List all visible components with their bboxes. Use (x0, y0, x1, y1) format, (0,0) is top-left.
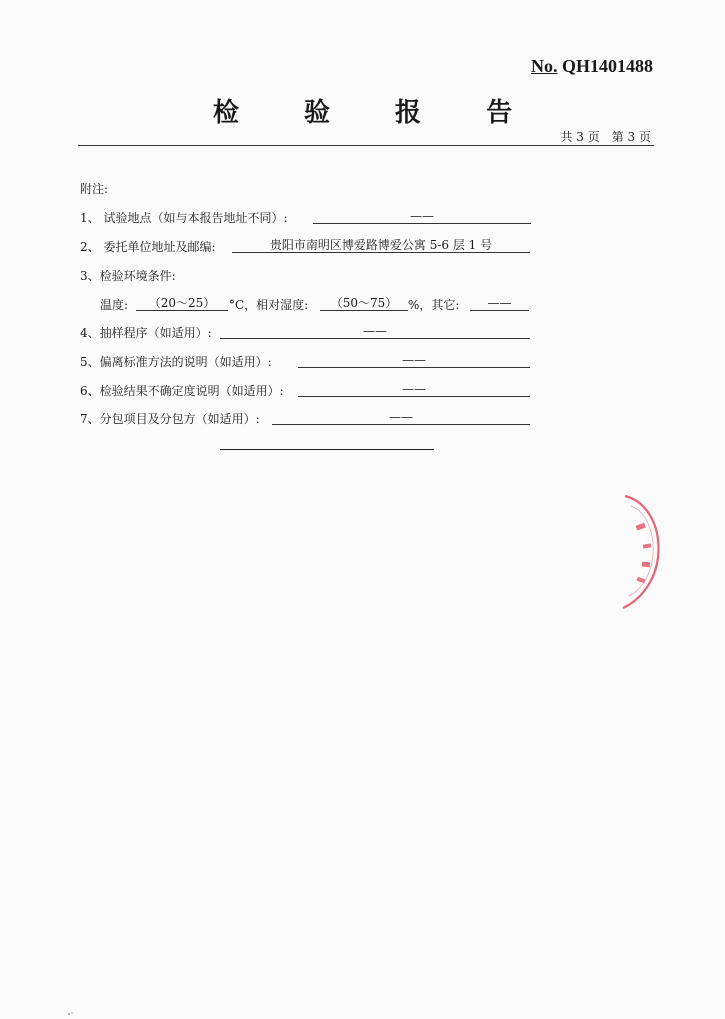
note-6-value: —— (298, 382, 530, 397)
scan-speck (68, 1012, 74, 1015)
note-7-value: —— (272, 410, 530, 425)
note-4-value: —— (220, 324, 530, 339)
note-1-label: 1、 试验地点（如与本报告地址不同）: (80, 211, 288, 225)
humidity-value: （50～75） (320, 296, 408, 311)
note-2-value: 贵阳市南明区博爱路博爱公寓 5-6 层 1 号 (232, 238, 530, 253)
temperature-unit-humidity-label: °C，相对湿度: (229, 298, 309, 312)
temperature-label: 温度: (100, 298, 129, 312)
report-number (531, 56, 653, 77)
report-number-prefix: No. (530, 56, 558, 76)
red-seal-stamp-icon (615, 492, 675, 612)
note-6-label: 6、检验结果不确定度说明（如适用）: (80, 384, 284, 398)
report-number-value: QH1401488 (561, 56, 653, 76)
note-4-label: 4、抽样程序（如适用）: (80, 326, 212, 340)
note-5-label: 5、偏离标准方法的说明（如适用）: (80, 355, 272, 369)
note-3-label: 3、检验环境条件: (80, 269, 176, 283)
note-1-value: —— (313, 209, 531, 224)
note-7-label: 7、分包项目及分包方（如适用）: (80, 412, 260, 426)
notes-heading: 附注: (80, 182, 109, 196)
other-value: —— (470, 296, 529, 311)
temperature-value: （20～25） (136, 296, 228, 311)
page-title: 检 验 报 告 (212, 98, 541, 128)
page-count: 共 3 页 第 3 页 (560, 130, 651, 144)
note-5-value: —— (298, 353, 530, 368)
note-2-label: 2、 委托单位地址及邮编: (80, 240, 216, 254)
header-divider (78, 145, 654, 146)
end-of-report-line (220, 449, 434, 450)
humidity-unit-other-label: %，其它: (408, 298, 460, 312)
